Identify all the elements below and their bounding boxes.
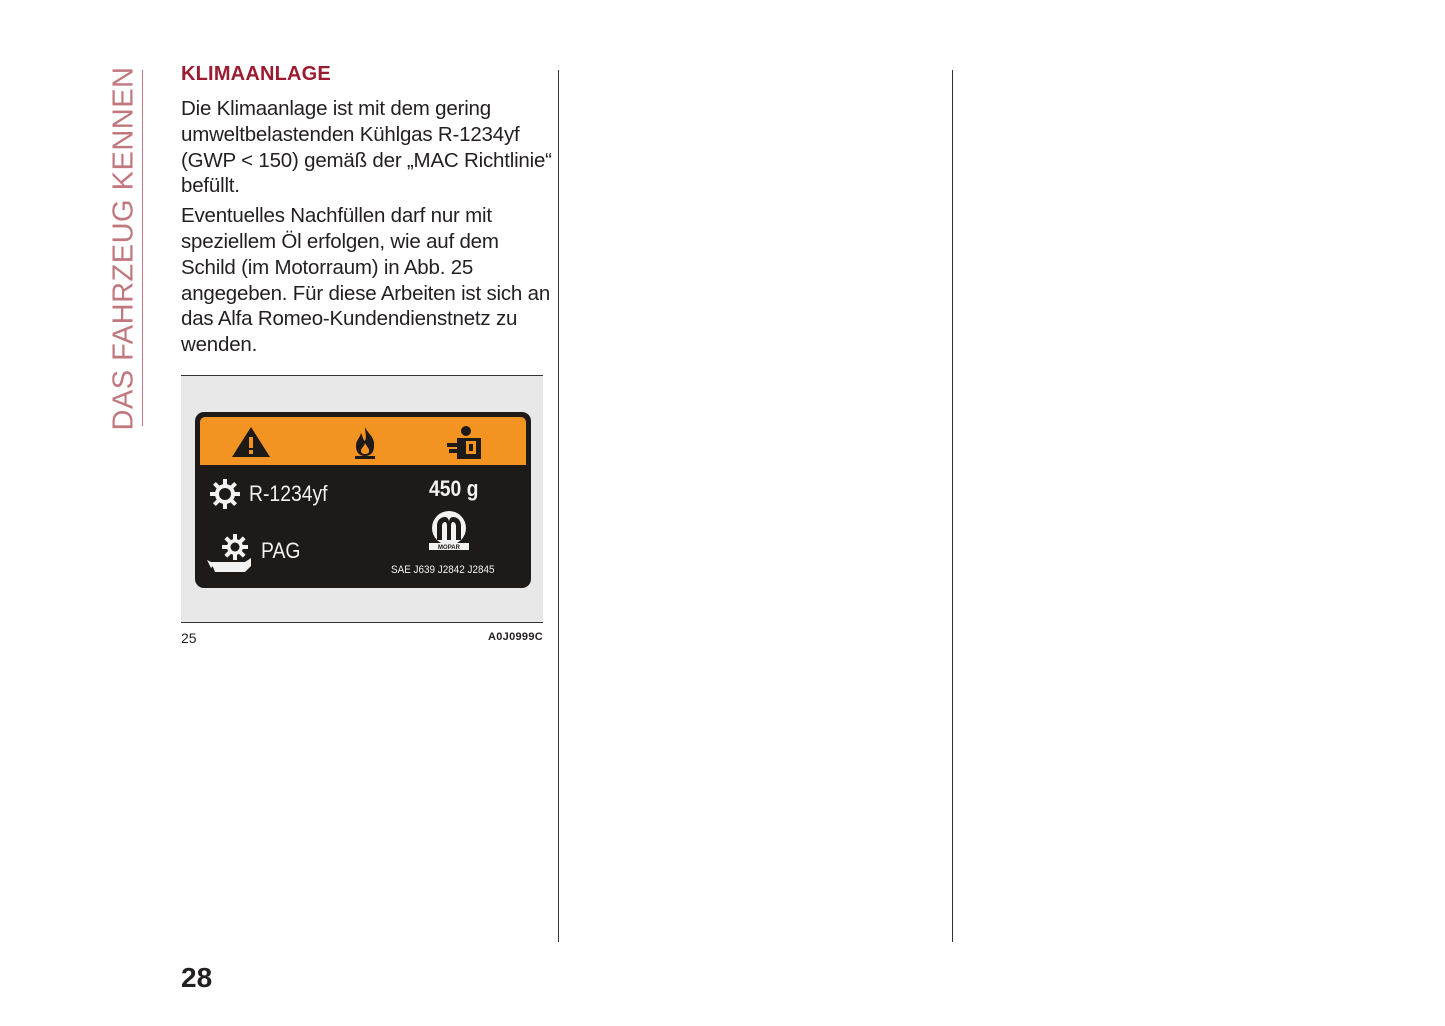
paragraph-2: Eventuelles Nachfüllen darf nur mit speziellem Öl erfolgen, wie auf dem Schild (im Motorraum) in Abb. 25 angegeben. Für diese Arbeiten ist sich an das Alfa Romeo-Kundendienstnetz zu wenden. <box>181 204 551 357</box>
section-title: KLIMAANLAGE <box>181 63 331 85</box>
figure-number: 25 <box>181 630 197 646</box>
refrigerant-label-plate <box>195 412 531 588</box>
page-number: 28 <box>181 962 213 993</box>
side-tab <box>104 66 144 430</box>
read-manual-icon <box>445 425 483 461</box>
sae-standards: SAE J639 J2842 J2845 <box>391 564 495 576</box>
figure-code: A0J0999C <box>488 631 543 643</box>
flammable-icon <box>350 425 380 459</box>
mopar-logo <box>427 510 471 552</box>
refrigerant-type: R-1234yf <box>249 481 328 506</box>
side-tab-divider <box>142 70 143 426</box>
paragraph-1: Die Klimaanlage ist mit dem gering umweltbelastenden Kühlgas R-1234yf (GWP < 150) gemäß der „MAC Richtlinie“ befüllt. <box>181 97 552 198</box>
oil-can-icon <box>205 532 259 576</box>
ac-gear-icon <box>209 478 241 510</box>
warning-triangle-icon <box>230 425 272 459</box>
column-divider-2 <box>952 70 953 942</box>
figure-25 <box>181 375 543 623</box>
column-divider-1 <box>558 70 559 942</box>
mopar-wordmark: MOPAR <box>438 545 460 551</box>
oil-type: PAG <box>261 538 301 563</box>
section-body <box>181 96 553 362</box>
side-tab-label: DAS FAHRZEUG KENNEN <box>107 66 140 430</box>
hazard-band <box>200 417 526 465</box>
charge-weight: 450 g <box>429 476 479 501</box>
